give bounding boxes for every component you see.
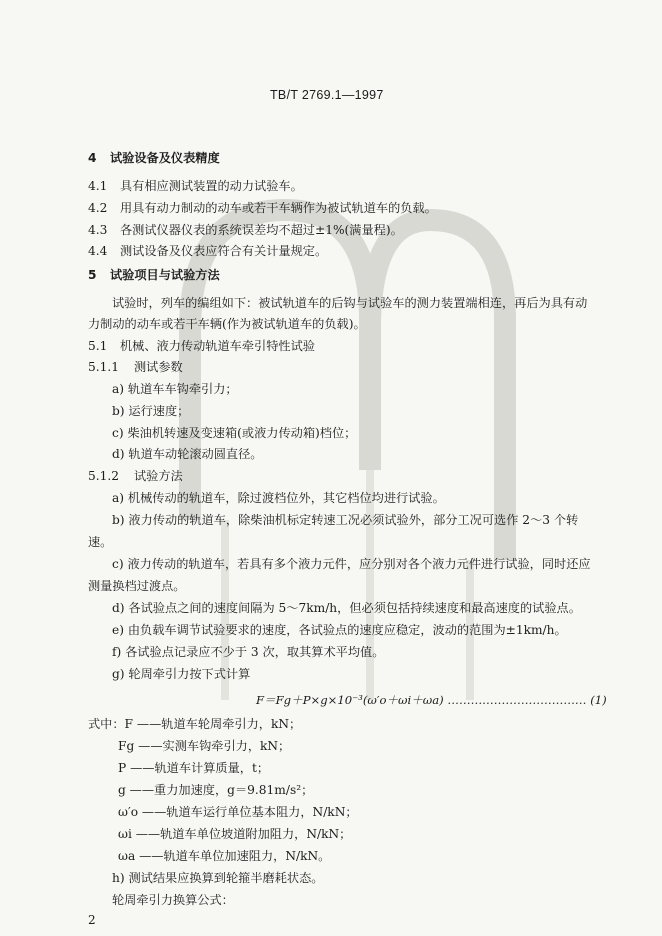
list-item-continued: 测量换档过渡点。 xyxy=(88,579,186,593)
clause-5-1-1 xyxy=(88,359,183,375)
list-item: a) 机械传动的轨道车，除过渡档位外，其它档位均进行试验。 xyxy=(112,491,445,505)
clause-text: 用具有动力制动的动车或若干车辆作为被试轨道车的负载。 xyxy=(120,201,437,215)
clause-number: 4.3 xyxy=(88,223,108,237)
section-number: 4 xyxy=(88,151,97,165)
paragraph-line: 轮周牵引力换算公式： xyxy=(112,893,234,907)
clause-number: 5.1.2 xyxy=(88,469,120,483)
clause-number: 5.1 xyxy=(88,339,108,353)
paragraph-line: 试验时，列车的编组如下：被试轨道车的后钩与试验车的测力装置端相连，再后为具有动 xyxy=(112,296,588,310)
symbol-definition: P ——轨道车计算质量，t； xyxy=(118,761,270,775)
list-item: a) 轨道车车钩牵引力； xyxy=(112,382,238,396)
clause-number: 4.4 xyxy=(88,244,108,258)
clause-4-1 xyxy=(88,178,303,194)
clause-text: 测试参数 xyxy=(134,360,183,374)
list-item: f) 各试验点记录应不少于 3 次，取其算术平均值。 xyxy=(112,645,385,659)
list-item: h) 测试结果应换算到轮箍半磨耗状态。 xyxy=(112,871,324,885)
section-title: 试验设备及仪表精度 xyxy=(110,151,220,165)
list-item: c) 液力传动的轨道车，若具有多个液力元件，应分别对各个液力元件进行试验，同时还应 xyxy=(112,557,591,571)
symbol-definition: ωi ——轨道车单位坡道附加阻力，N/kN； xyxy=(118,827,352,841)
clause-4-4 xyxy=(88,243,327,259)
page-number: 2 xyxy=(88,913,96,927)
symbol-definition: g ——重力加速度，g＝9.81m/s²； xyxy=(118,783,314,797)
list-item: b) 运行速度； xyxy=(112,404,190,418)
list-item: d) 轨道车动轮滚动圆直径。 xyxy=(112,447,263,461)
symbol-definition: 式中：F ——轨道车轮周牵引力，kN； xyxy=(88,717,302,731)
clause-number: 4.1 xyxy=(88,179,108,193)
list-item-continued: 速。 xyxy=(88,535,113,549)
clause-4-2 xyxy=(88,200,437,216)
clause-5-1-2 xyxy=(88,468,183,484)
section-number: 5 xyxy=(88,268,97,282)
section-title: 试验项目与试验方法 xyxy=(110,268,220,282)
clause-number: 5.1.1 xyxy=(88,360,120,374)
clause-4-3 xyxy=(88,222,403,238)
clause-text: 各测试仪器仪表的系统误差均不超过±1%(满量程)。 xyxy=(120,223,403,237)
list-item: e) 由负载车调节试验要求的速度，各试验点的速度应稳定，波动的范围为±1km/h。 xyxy=(112,623,567,637)
paragraph-line: 力制动的动车或若干车辆(作为被试轨道车的负载)。 xyxy=(88,317,366,331)
section-heading-5 xyxy=(88,267,220,283)
symbol-definition: ωa ——轨道车单位加速阻力，N/kN。 xyxy=(118,849,331,863)
list-item: b) 液力传动的轨道车，除柴油机标定转速工况必须试验外，部分工况可选作 2～3 个转 xyxy=(112,513,579,527)
clause-text: 试验方法 xyxy=(134,469,183,483)
list-item: g) 轮周牵引力按下式计算 xyxy=(112,667,251,681)
clause-number: 4.2 xyxy=(88,201,108,215)
page-header: TB/T 2769.1—1997 xyxy=(270,88,384,102)
symbol-definition: ω′o ——轨道车运行单位基本阻力，N/kN； xyxy=(118,805,358,819)
clause-text: 具有相应测试装置的动力试验车。 xyxy=(120,179,303,193)
section-heading-4 xyxy=(88,150,220,166)
clause-5-1 xyxy=(88,338,315,354)
list-item: c) 柴油机转速及变速箱(或液力传动箱)档位； xyxy=(112,426,357,440)
symbol-definition: Fg ——实测车钩牵引力，kN； xyxy=(118,739,291,753)
clause-text: 测试设备及仪表应符合有关计量规定。 xyxy=(120,244,328,258)
list-item: d) 各试验点之间的速度间隔为 5～7km/h，但必须包括持续速度和最高速度的试验点。 xyxy=(112,601,581,615)
clause-text: 机械、液力传动轨道车牵引特性试验 xyxy=(120,339,315,353)
formula-1: F＝Fg＋P×g×10⁻³(ω′o＋ωi＋ωa) ……………………………… (1) xyxy=(256,693,607,707)
